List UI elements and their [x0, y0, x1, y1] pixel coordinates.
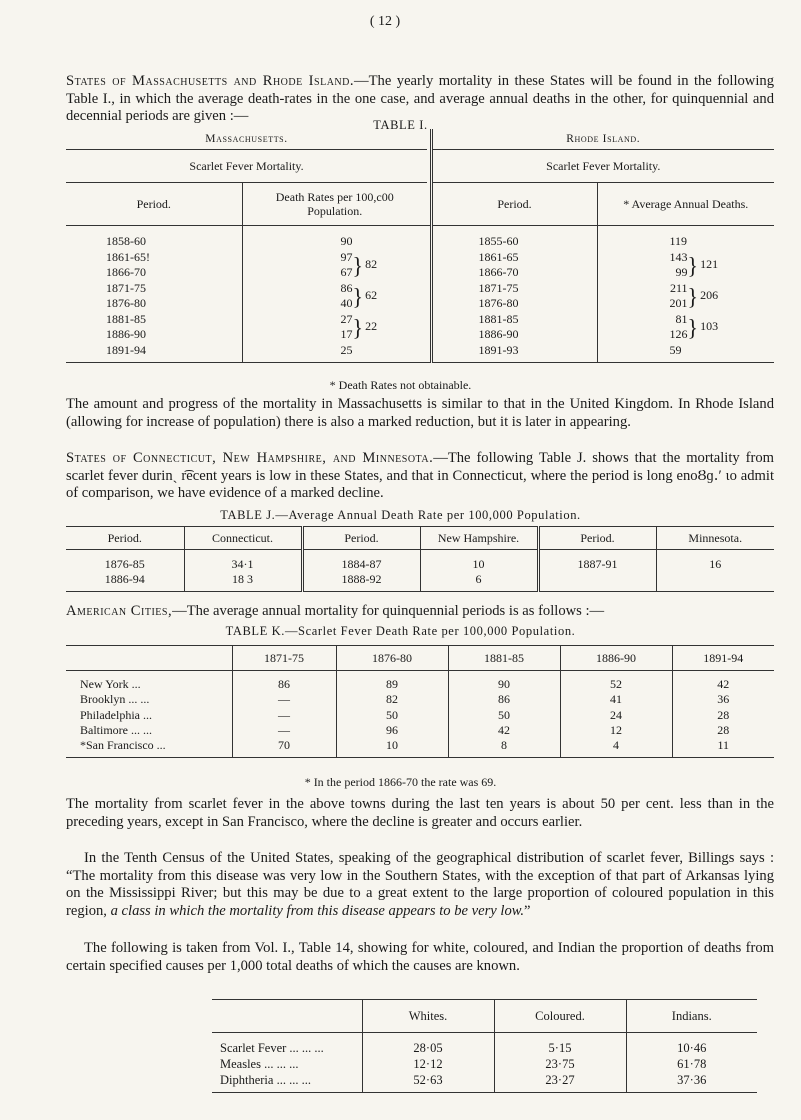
massachusetts-title: Massachusetts. [66, 129, 427, 150]
ri-deaths: 59 [669, 342, 682, 357]
city-name: Brooklyn ... ... [66, 692, 232, 707]
table-row [66, 671, 774, 693]
table-j [66, 526, 774, 592]
ma-period: 1886-90 [106, 327, 146, 341]
brace-icon: } [352, 282, 364, 310]
ma-rate: 86 [340, 280, 353, 295]
table-i-data-row [66, 226, 774, 363]
table-cell: 41 [560, 692, 672, 707]
table-cell: 12·12 [362, 1056, 494, 1072]
disease-name: Diphtheria ... ... ... [212, 1072, 362, 1093]
brace-icon: } [352, 251, 364, 279]
city-name: Philadelphia ... [66, 708, 232, 723]
ct-value: 34·1 [231, 557, 254, 571]
column-header: Minnesota. [656, 527, 774, 550]
ma-rate-average: 82 [365, 257, 378, 272]
table-row [66, 708, 774, 723]
table-i-sub-header-row [66, 150, 774, 183]
column-header: Coloured. [494, 1000, 626, 1033]
table-cell: 96 [336, 723, 448, 738]
ri-deaths: 81 [675, 311, 688, 326]
mn-period-cell: 1887-91 [538, 550, 656, 592]
brace-icon: } [687, 313, 699, 341]
ri-deaths-average: 121 [700, 257, 719, 272]
table-cell: 5·15 [494, 1033, 626, 1057]
ri-period: 1881-85 [478, 311, 519, 326]
ma-period: 1861-65! [106, 249, 150, 264]
ri-deaths: 143 [669, 249, 688, 264]
nh-value: 10 [472, 557, 485, 571]
ma-period: 1866-70 [106, 265, 146, 279]
death-rates-line-1: Death Rates per 100,c00 [275, 190, 394, 204]
table-j-data-row [66, 550, 774, 592]
ri-deaths-cell [597, 226, 774, 363]
table-cell: 24 [560, 708, 672, 723]
table-i-state-header-row [66, 129, 774, 150]
column-header: 1881-85 [448, 646, 560, 671]
table-k-caption: TABLE K.—Scarlet Fever Death Rate per 100,000 Population. [225, 624, 576, 638]
table-cell: 86 [448, 692, 560, 707]
ma-period: 1876-80 [106, 296, 146, 310]
table-i-footnote: * Death Rates not obtainable. [329, 378, 472, 392]
table-k-header-row [66, 646, 774, 671]
paragraph-text: —The average annual mortality for quinquennial periods is as follows :— [172, 603, 605, 619]
paragraph-text: The following is taken from Vol. I., Table 14, showing for white, coloured, and Indian the proportion of deaths from certain specified causes per 1,000 total deaths of which the causes are known. [66, 940, 774, 974]
table-cell: — [232, 692, 336, 707]
ma-periods-cell [66, 226, 242, 363]
table-j-header-row [66, 527, 774, 550]
table-row [66, 738, 774, 758]
table-cell: 10 [336, 738, 448, 758]
table-row [212, 1072, 757, 1093]
quote-end: ” [524, 902, 531, 919]
ri-deaths: 126 [669, 327, 688, 341]
table-cell: 28 [717, 707, 730, 722]
nh-values-cell [420, 550, 538, 592]
table-cell: 70 [232, 738, 336, 758]
nh-periods-cell [302, 550, 420, 592]
ma-period: 1858-60 [106, 234, 146, 248]
city-name: New York ... [66, 671, 232, 693]
city-name: *San Francisco ... [66, 738, 232, 758]
ma-rate: 90 [340, 234, 353, 248]
ma-period: 1891-94 [106, 342, 146, 357]
table-j-caption: TABLE J.—Average Annual Death Rate per 100,000 Population. [220, 508, 581, 522]
table-i-caption: TABLE I. [373, 118, 428, 132]
column-header [212, 1000, 362, 1033]
disease-name: Measles ... ... ... [212, 1056, 362, 1072]
table-race-comparison [212, 999, 757, 1093]
paragraph-text: In the Tenth Census of the United States, speaking of the geographical distribution of scarlet fever, Billings says : “The mortality from this disease was very low in the Southern States, with the exception of that part of Arkansas lying on the Mississippi River; but this may be due to a great extent to the large proportion of coloured population in this region, [66, 850, 774, 919]
paragraph-text: —The yearly mortality in these States will be found in the following Table I., in which the average death-rates in the one case, and average annual deaths in the other, for quinquennial and decennial periods are given :— [66, 73, 774, 124]
rhode-island-subtitle: Scarlet Fever Mortality. [431, 150, 774, 183]
brace-icon: } [687, 251, 699, 279]
ma-rate: 25 [340, 342, 353, 357]
column-header-death-rates [242, 183, 427, 226]
ct-value: 18 3 [232, 572, 253, 586]
table-cell: 42 [448, 723, 560, 738]
table-cell: 50 [336, 708, 448, 723]
section-heading-connecticut: States of Connecticut, New Hampshire, and Minnesota. [66, 450, 434, 466]
death-rates-line-2: Population. [307, 204, 363, 218]
ri-period: 1891-93 [478, 342, 519, 357]
section-heading-american-cities: American Cities, [66, 603, 173, 619]
ma-rate-group [341, 281, 424, 312]
table-cell: 11 [672, 738, 774, 758]
table-row [66, 692, 774, 707]
column-header: Period. [538, 527, 656, 550]
column-header: Indians. [626, 1000, 757, 1033]
column-header-period: Period. [66, 183, 242, 226]
ma-rate-group [341, 312, 424, 343]
table-cell: 52·63 [362, 1072, 494, 1093]
ma-rate-group [341, 250, 424, 281]
ct-period: 1886-94 [104, 572, 145, 586]
table-cell: — [232, 723, 336, 738]
table-cell: 82 [336, 692, 448, 707]
table-l-header-row [212, 1000, 757, 1033]
massachusetts-subtitle: Scarlet Fever Mortality. [66, 150, 427, 183]
ri-period: 1866-70 [478, 265, 519, 279]
paragraph-census [66, 850, 774, 920]
table-cell: 23·27 [494, 1072, 626, 1093]
table-cell: 23·75 [494, 1056, 626, 1072]
paragraph-connecticut-intro [66, 450, 774, 503]
table-cell: 4 [560, 738, 672, 758]
column-header: New Hampshire. [420, 527, 538, 550]
ri-deaths: 201 [669, 296, 688, 310]
table-cell: 36 [717, 692, 730, 707]
column-header: 1871-75 [232, 646, 336, 671]
table-cell: 8 [448, 738, 560, 758]
ma-rate: 67 [340, 265, 353, 279]
table-cell: 28·05 [362, 1033, 494, 1057]
disease-name: Scarlet Fever ... ... ... [212, 1033, 362, 1057]
ri-period: 1861-65 [478, 249, 519, 264]
column-header: Period. [66, 527, 184, 550]
ma-rate: 27 [340, 311, 353, 326]
ma-rate-average: 62 [365, 288, 378, 303]
ri-period: 1871-75 [478, 280, 519, 295]
column-header: Period. [302, 527, 420, 550]
column-header: 1886-90 [560, 646, 672, 671]
ri-deaths-average: 206 [700, 288, 719, 303]
column-header: 1891-94 [672, 646, 774, 671]
mn-value-cell: 16 [656, 550, 774, 592]
table-cell: 52 [560, 671, 672, 693]
table-row [66, 723, 774, 738]
quote-italic: a class in which the mortality from this disease appears to be very low. [110, 902, 525, 919]
ri-period: 1855-60 [478, 234, 519, 248]
ri-deaths: 99 [675, 265, 688, 279]
table-k [66, 645, 774, 758]
nh-period: 1884-87 [341, 557, 382, 571]
column-header: 1876-80 [336, 646, 448, 671]
table-i-column-header-row [66, 183, 774, 226]
page-number: ( 12 ) [369, 14, 401, 29]
ri-deaths-group [670, 312, 771, 343]
ma-rate: 97 [340, 249, 353, 264]
ri-periods-cell [431, 226, 597, 363]
brace-icon: } [687, 282, 699, 310]
column-header [66, 646, 232, 671]
table-cell: 50 [448, 708, 560, 723]
table-cell: 12 [560, 723, 672, 738]
ri-deaths-average: 103 [700, 319, 719, 334]
ri-deaths-group [670, 281, 771, 312]
table-cell: 89 [336, 671, 448, 693]
section-heading-massachusetts: States of Massachusetts and Rhode Island. [66, 73, 355, 89]
ct-periods-cell [66, 550, 184, 592]
table-cell: 10·46 [677, 1041, 707, 1055]
brace-icon: } [352, 313, 364, 341]
table-cell: 90 [448, 671, 560, 693]
table-cell: 37·36 [626, 1072, 757, 1093]
column-header: Connecticut. [184, 527, 302, 550]
column-header: Whites. [362, 1000, 494, 1033]
nh-value: 6 [475, 572, 482, 586]
table-cell: — [232, 708, 336, 723]
table-cell: 28 [717, 722, 730, 737]
table-row [212, 1056, 757, 1072]
ct-values-cell [184, 550, 302, 592]
ma-period: 1871-75 [106, 280, 146, 295]
ri-deaths: 211 [669, 280, 688, 295]
city-name: Baltimore ... ... [66, 723, 232, 738]
table-k-footnote: * In the period 1866-70 the rate was 69. [304, 775, 497, 789]
ma-rate-average: 22 [365, 319, 378, 334]
column-header-period-ri: Period. [431, 183, 597, 226]
nh-period: 1888-92 [341, 572, 382, 586]
table-cell: 42 [717, 677, 730, 691]
table-i [66, 129, 774, 363]
ma-period: 1881-85 [106, 311, 146, 326]
ri-deaths: 119 [669, 234, 688, 248]
ri-period: 1886-90 [478, 327, 519, 341]
rhode-island-title: Rhode Island. [431, 129, 774, 150]
paragraph-table-14 [66, 940, 774, 975]
column-header-annual-deaths: * Average Annual Deaths. [597, 183, 774, 226]
ma-rates-cell [242, 226, 427, 363]
ri-deaths-group [670, 250, 771, 281]
ct-period: 1876-85 [104, 557, 145, 571]
table-cell: 86 [232, 671, 336, 693]
paragraph-text: —The following Table J. shows that the mortality from scarlet fever durinˎ r͡ecent years is low in these States, and that in Connecticut, where the period is long enoȢɡ․ʹ ιo admit of comparison, we have evidence of a marked decline. [66, 450, 774, 501]
paragraph-comparison: The amount and progress of the mortality in Massachusetts is similar to that in the United Kingdom. In Rhode Island (allowing for increase of population) there is also a marked reduction, but it is later in appearing. [66, 396, 774, 430]
table-row [212, 1033, 757, 1057]
paragraph-american-cities [66, 603, 774, 621]
paragraph-decline: The mortality from scarlet fever in the above towns during the last ten years is about 50 per cent. less than in the preceding years, except in San Francisco, where the decline is greater and occurs earlier. [66, 796, 774, 830]
ma-rate: 17 [340, 327, 353, 341]
ma-rate: 40 [340, 296, 353, 310]
ri-period: 1876-80 [478, 296, 519, 310]
table-cell: 61·78 [677, 1057, 707, 1071]
